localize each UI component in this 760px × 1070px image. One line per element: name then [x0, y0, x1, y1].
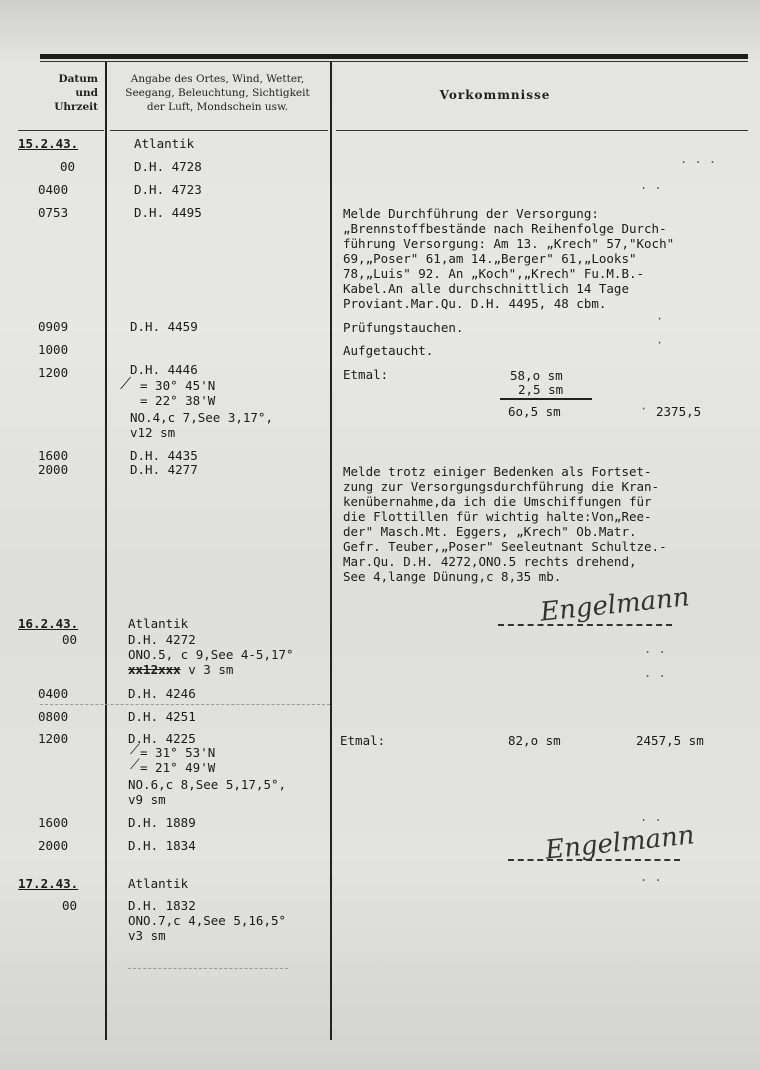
header-underline-1	[18, 130, 104, 131]
etmal-value: 82,o sm	[508, 733, 561, 748]
time-row: 0753	[38, 205, 69, 220]
header-angabe-line1: Angabe des Ortes, Wind, Wetter,	[130, 73, 305, 85]
longitude-value: = 22° 38'W	[140, 393, 216, 408]
header-datum	[40, 72, 98, 114]
etmal-label: Etmal:	[340, 733, 386, 748]
event-0753	[343, 206, 674, 311]
column-divider-1	[105, 62, 107, 1040]
dot-mark: . .	[644, 666, 666, 680]
dot-mark: ·	[656, 312, 664, 326]
visibility-row	[128, 662, 233, 677]
time-row: 0800	[38, 709, 69, 724]
time-row: 00	[62, 898, 78, 913]
header-angabe	[110, 72, 325, 114]
signature-line-day1	[498, 624, 672, 626]
position-row: D.H. 4723	[134, 182, 202, 197]
column-divider-2	[330, 62, 332, 1040]
event-line: Melde Durchführung der Versorgung:	[343, 206, 599, 221]
place-day1: Atlantik	[134, 136, 195, 151]
longitude-symbol-icon: ⟋	[130, 757, 140, 773]
position-row: D.H. 1889	[128, 815, 196, 830]
header-underline-3	[336, 130, 748, 131]
time-row: 0400	[38, 182, 69, 197]
time-row: 2000	[38, 462, 69, 477]
time-row: 1200	[38, 365, 69, 380]
etmal-label: Etmal:	[343, 367, 389, 382]
etmal-total: 2457,5 sm	[636, 733, 704, 748]
event-line: 78,„Luis" 92. An „Koch",„Krech" Fu.M.B.-	[343, 266, 645, 281]
faint-divider	[128, 968, 288, 969]
dot-mark: . .	[640, 870, 662, 884]
position-row: D.H. 4251	[128, 709, 196, 724]
time-row: 0400	[38, 686, 69, 701]
weather-value: NO.6,c 8,See 5,17,5°,	[128, 777, 287, 792]
latitude-symbol-icon: ⟋	[130, 742, 140, 758]
event-line: Proviant.Mar.Qu. D.H. 4495, 48 cbm.	[343, 296, 607, 311]
time-row: 1600	[38, 815, 69, 830]
event-line: Kabel.An alle durchschnittlich 14 Tage	[343, 281, 629, 296]
header-datum-line3: Uhrzeit	[54, 101, 98, 113]
etmal-sum-rule	[500, 398, 592, 400]
dot-mark: . . .	[680, 152, 717, 166]
time-row: 00	[62, 632, 78, 647]
position-row: D.H. 1834	[128, 838, 196, 853]
header-datum-line2: und	[75, 87, 98, 99]
etmal-a: 58,o sm	[510, 368, 563, 383]
position-row: D.H. 1832	[128, 898, 196, 913]
position-row: D.H. 4225	[128, 731, 196, 746]
latitude-value: = 31° 53'N	[140, 745, 216, 760]
struck-visibility: xx12xxx	[128, 662, 181, 677]
etmal-sum: 6o,5 sm	[508, 404, 561, 419]
date-day1: 15.2.43.	[18, 136, 79, 151]
date-day3: 17.2.43.	[18, 876, 79, 891]
time-row: 2000	[38, 838, 69, 853]
latitude-symbol-icon: ⟋	[120, 374, 132, 393]
position-row: D.H. 4435	[130, 448, 198, 463]
position-row: D.H. 4277	[130, 462, 198, 477]
weather-value: NO.4,c 7,See 3,17°,	[130, 410, 273, 425]
weather-value: ONO.5, c 9,See 4-5,17°	[128, 647, 294, 662]
header-datum-line1: Datum	[58, 73, 98, 85]
header-underline-2	[110, 130, 328, 131]
signature-day1: Engelmann	[538, 582, 691, 628]
signature-line-day2	[508, 859, 680, 861]
event-line: die Flottillen für wichtig halte:Von„Ree-	[343, 509, 652, 524]
event-line: Melde trotz einiger Bedenken als Fortset-	[343, 464, 652, 479]
time-row: 1600	[38, 448, 69, 463]
top-rule	[40, 54, 748, 59]
event-line: See 4,lange Dünung,c 8,35 mb.	[343, 569, 562, 584]
position-row: D.H. 4446	[130, 362, 198, 377]
weather-value: ONO.7,c 4,See 5,16,5°	[128, 913, 287, 928]
position-row: D.H. 4728	[134, 159, 202, 174]
etmal-total: 2375,5	[656, 404, 702, 419]
visibility-value: v9 sm	[128, 792, 166, 807]
event-line: 69,„Poser" 61,am 14.„Berger" 61,„Looks"	[343, 251, 637, 266]
date-day2: 16.2.43.	[18, 616, 79, 631]
latitude-value: = 30° 45'N	[140, 378, 216, 393]
header-vorkommnisse: Vorkommnisse	[439, 88, 551, 102]
place-day2: Atlantik	[128, 616, 189, 631]
visibility-value: v3 sm	[128, 928, 166, 943]
place-day3: Atlantik	[128, 876, 189, 891]
top-rule-thin	[40, 61, 748, 62]
event-line: „Brennstoffbestände nach Reihenfolge Durch-	[343, 221, 667, 236]
event-line: der" Masch.Mt. Eggers, „Krech" Ob.Matr.	[343, 524, 637, 539]
event-line: Gefr. Teuber,„Poser" Seeleutnant Schultze.-	[343, 539, 667, 554]
time-row: 1000	[38, 342, 69, 357]
event-0909: Prüfungstauchen.	[343, 320, 464, 335]
event-line: Mar.Qu. D.H. 4272,ONO.5 rechts drehend,	[343, 554, 637, 569]
dot-mark: . .	[640, 810, 662, 824]
position-row: D.H. 4272	[128, 632, 196, 647]
time-row: 0909	[38, 319, 69, 334]
visibility-value: v 3 sm	[188, 662, 234, 677]
event-2000	[343, 464, 667, 584]
signature-day2: Engelmann	[543, 820, 696, 866]
time-row: 1200	[38, 731, 69, 746]
event-line: zung zur Versorgungsdurchführung die Kran-	[343, 479, 660, 494]
etmal-b: 2,5 sm	[518, 382, 564, 397]
position-row: D.H. 4246	[128, 686, 196, 701]
event-line: führung Versorgung: Am 13. „Krech" 57,"Koch"	[343, 236, 675, 251]
time-row: 00	[60, 159, 76, 174]
dot-mark: . .	[644, 642, 666, 656]
faint-divider	[40, 704, 330, 705]
event-1000: Aufgetaucht.	[343, 343, 434, 358]
dot-mark: ·	[656, 336, 664, 350]
position-row: D.H. 4459	[130, 319, 198, 334]
dot-mark: . .	[640, 178, 662, 192]
header-angabe-line2: Seegang, Beleuchtung, Sichtigkeit	[125, 87, 310, 99]
event-line: kenübernahme,da ich die Umschiffungen für	[343, 494, 652, 509]
position-row: D.H. 4495	[134, 205, 202, 220]
dot-mark: ·	[640, 402, 648, 416]
header-angabe-line3: der Luft, Mondschein usw.	[146, 101, 289, 113]
visibility-value: v12 sm	[130, 425, 176, 440]
longitude-value: = 21° 49'W	[140, 760, 216, 775]
